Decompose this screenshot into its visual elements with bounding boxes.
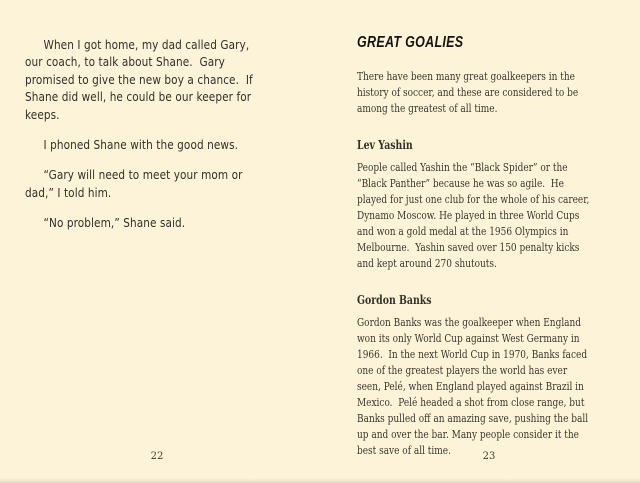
story-paragraph: “No problem,” Shane said. <box>43 215 186 231</box>
right-page <box>357 30 593 458</box>
section-title-lev-yashin: Lev Yashin <box>357 138 413 152</box>
story-paragraph: When I got home, my dad called Gary, our coach, to talk about Shane. Gary promised to give the new boy a chance. If Shane did well, he could be our keeper for keeps. <box>25 37 257 122</box>
page-number-left: 22 <box>150 451 164 462</box>
intro-paragraph: There have been many great goalkeepers in the history of soccer, and these are considered to be among the greatest of all time. <box>357 69 582 115</box>
section-body-lev-yashin: People called Yashin the “Black Spider” or the “Black Panther” because he was so agile. He played for just one club for the whole of his career, Dynamo Moscow. He played in three World Cups and won a gold medal at the 1956 Olympics in Melbourne. Yashin saved over 150 penalty kicks and kept around 270 shutouts. <box>357 160 593 270</box>
story-paragraph: “Gary will need to meet your mom or dad,” I told him. <box>25 167 246 200</box>
section-title-gordon-banks: Gordon Banks <box>357 293 432 307</box>
scan-edge-shadow <box>0 478 640 483</box>
page-number-right: 23 <box>482 451 496 462</box>
left-page <box>25 30 270 245</box>
section-body-gordon-banks: Gordon Banks was the goalkeeper when England won its only World Cup against West Germany in 1966. In the next World Cup in 1970, Banks faced one of the greatest players the world has ever seen, Pelé, when England played against Brazil in Mexico. Pelé headed a shot from close range, but Banks pulled off an amazing save, pushing the ball up and over the bar. Many people consider it the best save of all time. <box>357 315 591 457</box>
story-paragraph: I phoned Shane with the good news. <box>43 137 239 153</box>
chapter-heading: GREAT GOALIES <box>357 34 464 51</box>
